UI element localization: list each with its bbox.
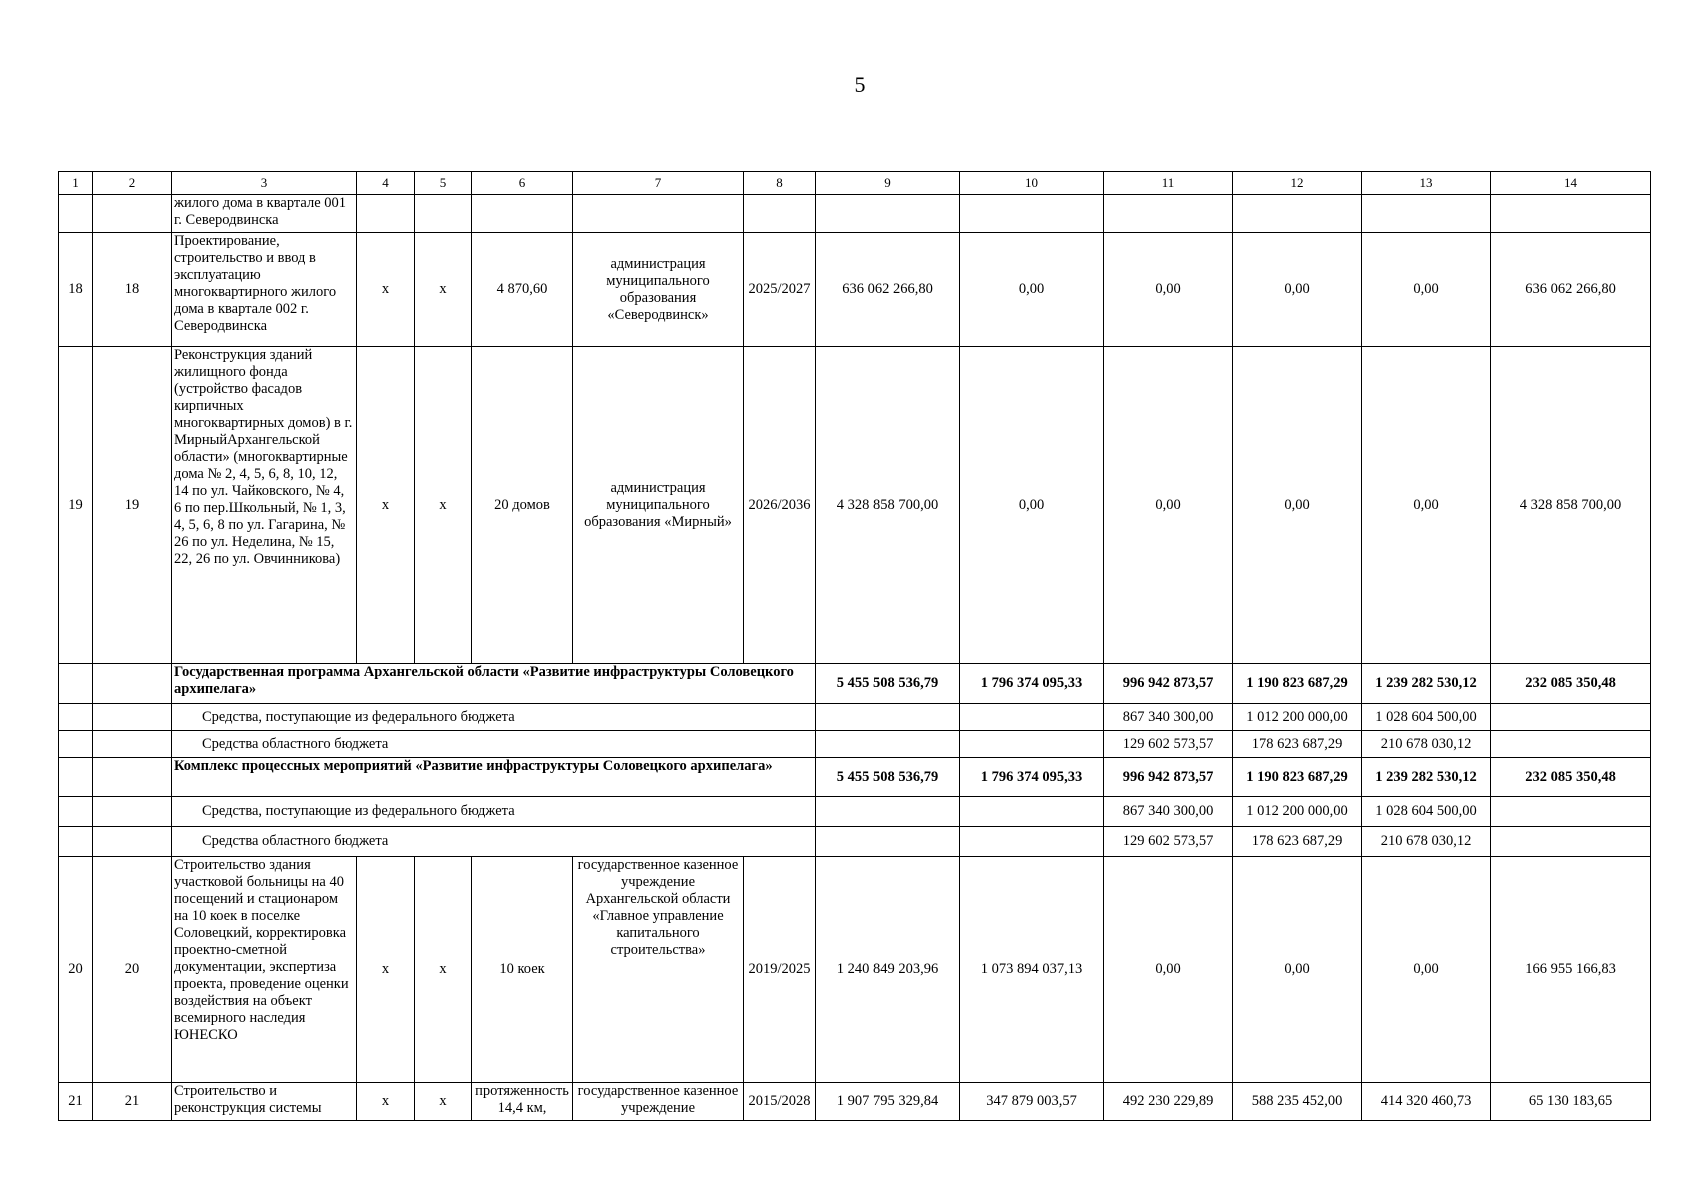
row-description: жилого дома в квартале 001 г. Северодвинска bbox=[172, 195, 357, 233]
column-header: 10 bbox=[960, 172, 1104, 195]
cell-empty bbox=[816, 704, 960, 731]
cell-value: 210 678 030,12 bbox=[1362, 827, 1491, 857]
cell-value: 588 235 452,00 bbox=[1233, 1083, 1362, 1121]
cell-empty bbox=[472, 195, 573, 233]
cell-period: 2026/2036 bbox=[744, 347, 816, 664]
cell-value: 414 320 460,73 bbox=[1362, 1083, 1491, 1121]
cell-value: 996 942 873,57 bbox=[1104, 758, 1233, 797]
cell-organization: государственное казенное учреждение bbox=[573, 1083, 744, 1121]
row-index: 21 bbox=[93, 1083, 172, 1121]
cell-empty bbox=[960, 731, 1104, 758]
cell-capacity: 20 домов bbox=[472, 347, 573, 664]
complex-total-row bbox=[59, 758, 1651, 797]
cell-col5: х bbox=[415, 233, 472, 347]
cell-value: 636 062 266,80 bbox=[1491, 233, 1651, 347]
table-row bbox=[59, 1083, 1651, 1121]
table-row bbox=[59, 195, 1651, 233]
cell-value: 232 085 350,48 bbox=[1491, 758, 1651, 797]
cell-value: 0,00 bbox=[1233, 347, 1362, 664]
cell-empty bbox=[415, 195, 472, 233]
cell-value: 1 239 282 530,12 bbox=[1362, 758, 1491, 797]
cell-empty bbox=[816, 797, 960, 827]
cell-empty bbox=[59, 797, 93, 827]
cell-total: 5 455 508 536,79 bbox=[816, 758, 960, 797]
cell-value: 867 340 300,00 bbox=[1104, 797, 1233, 827]
row-index: 18 bbox=[93, 233, 172, 347]
cell-value: 0,00 bbox=[1233, 233, 1362, 347]
row-description: Строительство и реконструкция системы bbox=[172, 1083, 357, 1121]
cell-empty bbox=[960, 827, 1104, 857]
cell-value: 0,00 bbox=[1362, 857, 1491, 1083]
cell-empty bbox=[59, 758, 93, 797]
cell-empty bbox=[59, 195, 93, 233]
cell-value: 232 085 350,48 bbox=[1491, 664, 1651, 704]
column-header: 9 bbox=[816, 172, 960, 195]
cell-empty bbox=[960, 195, 1104, 233]
cell-empty bbox=[357, 195, 415, 233]
row-number: 21 bbox=[59, 1083, 93, 1121]
cell-value: 1 012 200 000,00 bbox=[1233, 704, 1362, 731]
row-number: 19 bbox=[59, 347, 93, 664]
cell-total: 1 907 795 329,84 bbox=[816, 1083, 960, 1121]
row-description: Строительство здания участковой больницы на 40 посещений и стационаром на 10 коек в поселке Соловецкий, корректировка проектно-сметной документации, экспертиза проекта, проведение оценки воздействия на объект всемирного наследия ЮНЕСКО bbox=[172, 857, 357, 1083]
cell-col5: х bbox=[415, 1083, 472, 1121]
cell-value: 0,00 bbox=[1104, 233, 1233, 347]
cell-value: 0,00 bbox=[1362, 233, 1491, 347]
cell-value: 1 796 374 095,33 bbox=[960, 664, 1104, 704]
cell-empty bbox=[59, 827, 93, 857]
table-row bbox=[59, 347, 1651, 664]
cell-value: 492 230 229,89 bbox=[1104, 1083, 1233, 1121]
cell-empty bbox=[1104, 195, 1233, 233]
cell-total: 1 240 849 203,96 bbox=[816, 857, 960, 1083]
cell-value: 0,00 bbox=[960, 347, 1104, 664]
cell-empty bbox=[93, 797, 172, 827]
cell-period: 2015/2028 bbox=[744, 1083, 816, 1121]
cell-empty bbox=[573, 195, 744, 233]
table-row bbox=[59, 233, 1651, 347]
cell-empty bbox=[59, 664, 93, 704]
cell-empty bbox=[1491, 731, 1651, 758]
cell-organization: государственное казенное учреждение Архангельской области «Главное управление капитального строительства» bbox=[573, 857, 744, 1083]
cell-value: 166 955 166,83 bbox=[1491, 857, 1651, 1083]
cell-value: 178 623 687,29 bbox=[1233, 731, 1362, 758]
cell-value: 0,00 bbox=[1104, 347, 1233, 664]
cell-empty bbox=[1491, 827, 1651, 857]
cell-total: 4 328 858 700,00 bbox=[816, 347, 960, 664]
cell-empty bbox=[1491, 797, 1651, 827]
column-number-row bbox=[59, 172, 1651, 195]
column-header: 13 bbox=[1362, 172, 1491, 195]
column-header: 3 bbox=[172, 172, 357, 195]
cell-value: 1 796 374 095,33 bbox=[960, 758, 1104, 797]
cell-empty bbox=[93, 195, 172, 233]
program-total-row bbox=[59, 664, 1651, 704]
cell-total: 636 062 266,80 bbox=[816, 233, 960, 347]
row-description: Реконструкция зданий жилищного фонда (устройство фасадов кирпичных многоквартирных домов) в г. МирныйАрхангельской области» (многоквартирные дома № 2, 4, 5, 6, 8, 10, 12, 14 по ул. Чайковского, № 4, 6 по пер.Школьный, № 1, 3, 4, 5, 6, 8 по ул. Гагарина, № 26 по ул. Неделина, № 15, 22, 26 по ул. Овчинникова) bbox=[172, 347, 357, 664]
cell-value: 65 130 183,65 bbox=[1491, 1083, 1651, 1121]
cell-capacity: 10 коек bbox=[472, 857, 573, 1083]
cell-value: 996 942 873,57 bbox=[1104, 664, 1233, 704]
funding-label: Средства областного бюджета bbox=[172, 827, 816, 857]
cell-value: 867 340 300,00 bbox=[1104, 704, 1233, 731]
cell-empty bbox=[960, 704, 1104, 731]
cell-period: 2025/2027 bbox=[744, 233, 816, 347]
cell-empty bbox=[1491, 195, 1651, 233]
page-number: 5 bbox=[854, 72, 866, 97]
cell-organization: администрация муниципального образования «Северодвинск» bbox=[573, 233, 744, 347]
cell-value: 1 028 604 500,00 bbox=[1362, 704, 1491, 731]
cell-value: 0,00 bbox=[1233, 857, 1362, 1083]
column-header: 1 bbox=[59, 172, 93, 195]
cell-empty bbox=[93, 731, 172, 758]
cell-empty bbox=[93, 664, 172, 704]
cell-value: 178 623 687,29 bbox=[1233, 827, 1362, 857]
cell-col5: х bbox=[415, 347, 472, 664]
cell-empty bbox=[93, 758, 172, 797]
cell-value: 210 678 030,12 bbox=[1362, 731, 1491, 758]
cell-value: 129 602 573,57 bbox=[1104, 731, 1233, 758]
cell-col4: х bbox=[357, 347, 415, 664]
program-title: Государственная программа Архангельской области «Развитие инфраструктуры Соловецкого архипелага» bbox=[172, 664, 816, 704]
cell-value: 1 012 200 000,00 bbox=[1233, 797, 1362, 827]
column-header: 2 bbox=[93, 172, 172, 195]
cell-empty bbox=[960, 797, 1104, 827]
cell-empty bbox=[816, 731, 960, 758]
funding-label: Средства, поступающие из федерального бюджета bbox=[172, 704, 816, 731]
cell-value: 129 602 573,57 bbox=[1104, 827, 1233, 857]
cell-value: 1 239 282 530,12 bbox=[1362, 664, 1491, 704]
column-header: 4 bbox=[357, 172, 415, 195]
cell-col4: х bbox=[357, 233, 415, 347]
table-row bbox=[59, 857, 1651, 1083]
cell-empty bbox=[1362, 195, 1491, 233]
cell-value: 347 879 003,57 bbox=[960, 1083, 1104, 1121]
funding-row bbox=[59, 797, 1651, 827]
column-header: 8 bbox=[744, 172, 816, 195]
cell-empty bbox=[744, 195, 816, 233]
cell-empty bbox=[1491, 704, 1651, 731]
cell-empty bbox=[816, 827, 960, 857]
row-number: 20 bbox=[59, 857, 93, 1083]
cell-empty bbox=[59, 704, 93, 731]
cell-value: 1 028 604 500,00 bbox=[1362, 797, 1491, 827]
complex-title: Комплекс процессных мероприятий «Развитие инфраструктуры Соловецкого архипелага» bbox=[172, 758, 816, 797]
cell-empty bbox=[1233, 195, 1362, 233]
column-header: 14 bbox=[1491, 172, 1651, 195]
budget-table bbox=[58, 171, 1651, 1121]
cell-value: 1 190 823 687,29 bbox=[1233, 664, 1362, 704]
cell-period: 2019/2025 bbox=[744, 857, 816, 1083]
column-header: 5 bbox=[415, 172, 472, 195]
cell-value: 1 073 894 037,13 bbox=[960, 857, 1104, 1083]
funding-row bbox=[59, 731, 1651, 758]
cell-value: 0,00 bbox=[1104, 857, 1233, 1083]
column-header: 7 bbox=[573, 172, 744, 195]
cell-total: 5 455 508 536,79 bbox=[816, 664, 960, 704]
cell-value: 4 328 858 700,00 bbox=[1491, 347, 1651, 664]
cell-empty bbox=[93, 827, 172, 857]
cell-col4: х bbox=[357, 1083, 415, 1121]
row-description: Проектирование, строительство и ввод в эксплуатацию многоквартирного жилого дома в квартале 002 г. Северодвинска bbox=[172, 233, 357, 347]
funding-label: Средства, поступающие из федерального бюджета bbox=[172, 797, 816, 827]
row-index: 19 bbox=[93, 347, 172, 664]
row-index: 20 bbox=[93, 857, 172, 1083]
cell-value: 1 190 823 687,29 bbox=[1233, 758, 1362, 797]
cell-value: 0,00 bbox=[960, 233, 1104, 347]
cell-empty bbox=[59, 731, 93, 758]
cell-organization: администрация муниципального образования «Мирный» bbox=[573, 347, 744, 664]
column-header: 11 bbox=[1104, 172, 1233, 195]
funding-label: Средства областного бюджета bbox=[172, 731, 816, 758]
column-header: 6 bbox=[472, 172, 573, 195]
cell-capacity: 4 870,60 bbox=[472, 233, 573, 347]
cell-capacity: протяженность 14,4 км, bbox=[472, 1083, 573, 1121]
row-number: 18 bbox=[59, 233, 93, 347]
cell-col4: х bbox=[357, 857, 415, 1083]
column-header: 12 bbox=[1233, 172, 1362, 195]
cell-empty bbox=[93, 704, 172, 731]
cell-col5: х bbox=[415, 857, 472, 1083]
cell-empty bbox=[816, 195, 960, 233]
funding-row bbox=[59, 827, 1651, 857]
cell-value: 0,00 bbox=[1362, 347, 1491, 664]
funding-row bbox=[59, 704, 1651, 731]
